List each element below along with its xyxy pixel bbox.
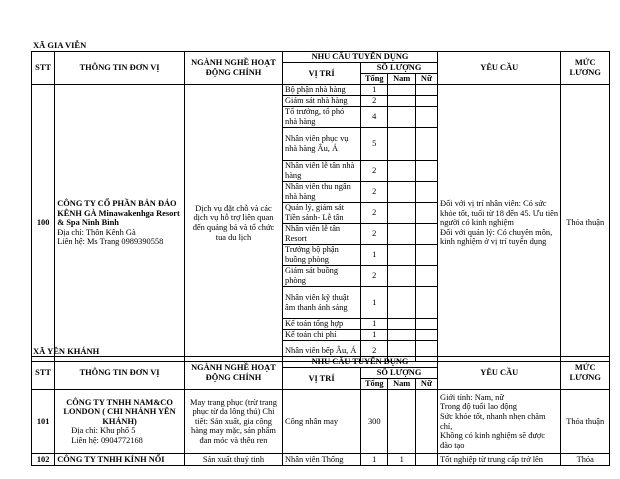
header-stt: STT [32, 357, 55, 390]
total-cell: 1 [361, 85, 388, 96]
total-cell: 1 [361, 287, 388, 319]
header-total: Tổng [361, 74, 388, 85]
male-cell [388, 319, 415, 330]
salary-cell: Thỏa thuận [561, 390, 610, 454]
company-address: Địa chỉ: Thôn Kênh Gà [57, 227, 136, 237]
salary-cell: Thỏa thuận [561, 85, 610, 362]
company-name: CÔNG TY TNHH KÍNH NỔI [55, 454, 185, 466]
position-cell: Giám sát buồng phòng [283, 266, 361, 287]
header-position: VỊ TRÍ [283, 63, 361, 85]
male-cell [388, 182, 415, 203]
header-position: VỊ TRÍ [283, 368, 361, 390]
position-cell: Kế toán tổng hợp [283, 319, 361, 330]
position-cell: Tổ trưởng, tổ phó nhà hàng [283, 107, 361, 128]
header-recruitment-demand: NHU CẦU TUYỂN DỤNG [283, 52, 438, 63]
header-male: Nam [388, 74, 415, 85]
industry-cell: Dịch vụ đặt chỗ và các dịch vụ hỗ trợ liên quan đến quảng bá và tổ chức tua du lịch [184, 85, 282, 362]
row-stt: 101 [32, 390, 55, 454]
header-industry: NGÀNH NGHỀ HOẠT ĐỘNG CHÍNH [184, 357, 282, 390]
female-cell [415, 203, 437, 224]
position-cell: Công nhân may [283, 390, 361, 454]
total-cell: 1 [361, 245, 388, 266]
position-cell: Nhân viên lễ tân nhà hàng [283, 161, 361, 182]
table-row [32, 390, 610, 454]
position-cell: Quản lý, giám sát Tiền sảnh- Lễ tân [283, 203, 361, 224]
total-cell: 2 [361, 341, 388, 362]
female-cell [415, 319, 437, 330]
header-stt: STT [32, 52, 55, 85]
row-stt: 102 [32, 454, 55, 466]
header-requirements: YÊU CẦU [438, 52, 561, 85]
requirement-line: Đối với vị trí nhân viên: Có sức khỏe tốt, tuổi từ 18 đến 45. Ưu tiên người có kinh nghiệm [440, 199, 559, 228]
header-female: Nữ [415, 379, 437, 390]
unit-info-cell [55, 390, 185, 454]
industry-cell: Sản xuất thuỷ tinh [184, 454, 282, 466]
male-cell: 1 [388, 454, 415, 466]
header-total: Tổng [361, 379, 388, 390]
requirements-cell [438, 85, 561, 362]
position-cell: Nhân viên thu ngân nhà hàng [283, 182, 361, 203]
female-cell [415, 96, 437, 107]
table-row [32, 85, 610, 96]
female-cell [415, 161, 437, 182]
total-cell: 2 [361, 96, 388, 107]
header-requirements: YÊU CẦU [438, 357, 561, 390]
position-cell: Nhân viên Thống [283, 454, 361, 466]
header-salary: MỨC LƯƠNG [561, 52, 610, 85]
male-cell [388, 128, 415, 161]
recruitment-table-gia-vien [31, 51, 610, 362]
male-cell [388, 266, 415, 287]
male-cell [388, 390, 415, 454]
male-cell [388, 85, 415, 96]
company-contact: Liên hệ: Ms Trang 0989390558 [57, 237, 164, 247]
header-salary: MỨC LƯƠNG [561, 357, 610, 390]
total-cell: 2 [361, 161, 388, 182]
male-cell [388, 161, 415, 182]
male-cell [388, 107, 415, 128]
position-cell: Nhân viên lễ tân Resort [283, 224, 361, 245]
female-cell [415, 128, 437, 161]
requirements-cell: Tốt nghiệp từ trung cấp trở lên [438, 454, 561, 466]
total-cell: 2 [361, 203, 388, 224]
salary-cell: Thỏa [561, 454, 610, 466]
header-male: Nam [388, 379, 415, 390]
position-cell: Kế toán chi phí [283, 330, 361, 341]
requirement-line: Trong độ tuổi lao động [440, 402, 517, 412]
section-title-gia-vien: XÃ GIA VIỄN [33, 40, 87, 50]
position-cell: Bộ phận nhà hàng [283, 85, 361, 96]
header-female: Nữ [415, 74, 437, 85]
female-cell [415, 266, 437, 287]
total-cell: 2 [361, 182, 388, 203]
female-cell [415, 245, 437, 266]
male-cell [388, 203, 415, 224]
total-cell: 1 [361, 319, 388, 330]
company-address: Địa chỉ: Khu phố 5 [71, 426, 136, 436]
female-cell [415, 107, 437, 128]
male-cell [388, 96, 415, 107]
position-cell: Nhân viên kỹ thuật âm thanh ánh sáng [283, 287, 361, 319]
company-name: CÔNG TY TNHH NAM&CO LONDON ( CHI NHÁNH YÊN KHÁNH) [63, 397, 176, 426]
total-cell: 1 [361, 454, 388, 466]
requirement-line: Không có kinh nghiệm sẽ được đào tạo [440, 431, 546, 450]
company-contact: Liên hệ: 0904772168 [71, 435, 143, 445]
position-cell: Nhân viên phục vụ nhà hàng Âu, Á [283, 128, 361, 161]
header-unit-info: THÔNG TIN ĐƠN VỊ [55, 52, 185, 85]
header-recruitment-demand: NHU CẦU TUYỂN DỤNG [283, 357, 438, 368]
total-cell: 300 [361, 390, 388, 454]
female-cell [415, 224, 437, 245]
header-unit-info: THÔNG TIN ĐƠN VỊ [55, 357, 185, 390]
male-cell [388, 330, 415, 341]
requirement-line: Giới tính: Nam, nữ [440, 392, 504, 402]
total-cell: 5 [361, 128, 388, 161]
row-stt: 100 [32, 85, 55, 362]
total-cell: 2 [361, 224, 388, 245]
total-cell: 4 [361, 107, 388, 128]
requirement-line: Đối với quản lý: Có chuyên môn, kinh nghiệm ở vị trí tuyển dụng [440, 227, 553, 247]
female-cell [415, 390, 437, 454]
position-cell: Nhân viên bếp Âu, Á [283, 341, 361, 362]
female-cell [415, 287, 437, 319]
position-cell: Trưởng bộ phận buồng phòng [283, 245, 361, 266]
male-cell [388, 287, 415, 319]
male-cell [388, 245, 415, 266]
recruitment-table-yen-khanh [31, 356, 610, 466]
header-quantity: SỐ LƯỢNG [361, 368, 438, 379]
table-row [32, 454, 610, 466]
industry-cell: May trang phục (trừ trang phục từ da lông thú) Chi tiết: Sản xuất, gia công hàng may mặc, sản phẩm đan móc và thêu ren [184, 390, 282, 454]
requirement-line: Sức khỏe tốt, nhanh nhẹn chăm chỉ, [440, 411, 546, 431]
female-cell [415, 182, 437, 203]
male-cell [388, 224, 415, 245]
header-industry: NGÀNH NGHỀ HOẠT ĐỘNG CHÍNH [184, 52, 282, 85]
total-cell: 1 [361, 330, 388, 341]
requirements-cell [438, 390, 561, 454]
company-name: CÔNG TY CỔ PHẦN BẢN ĐẢO KÊNH GÀ Minawakenhga Resort & Spa Ninh Bình [57, 199, 180, 228]
female-cell [415, 85, 437, 96]
female-cell [415, 330, 437, 341]
section-title-yen-khanh: XÃ YÊN KHÁNH [33, 346, 100, 356]
total-cell: 2 [361, 266, 388, 287]
position-cell: Giám sát nhà hàng [283, 96, 361, 107]
header-quantity: SỐ LƯỢNG [361, 63, 438, 74]
unit-info-cell [55, 85, 185, 362]
female-cell [415, 454, 437, 466]
